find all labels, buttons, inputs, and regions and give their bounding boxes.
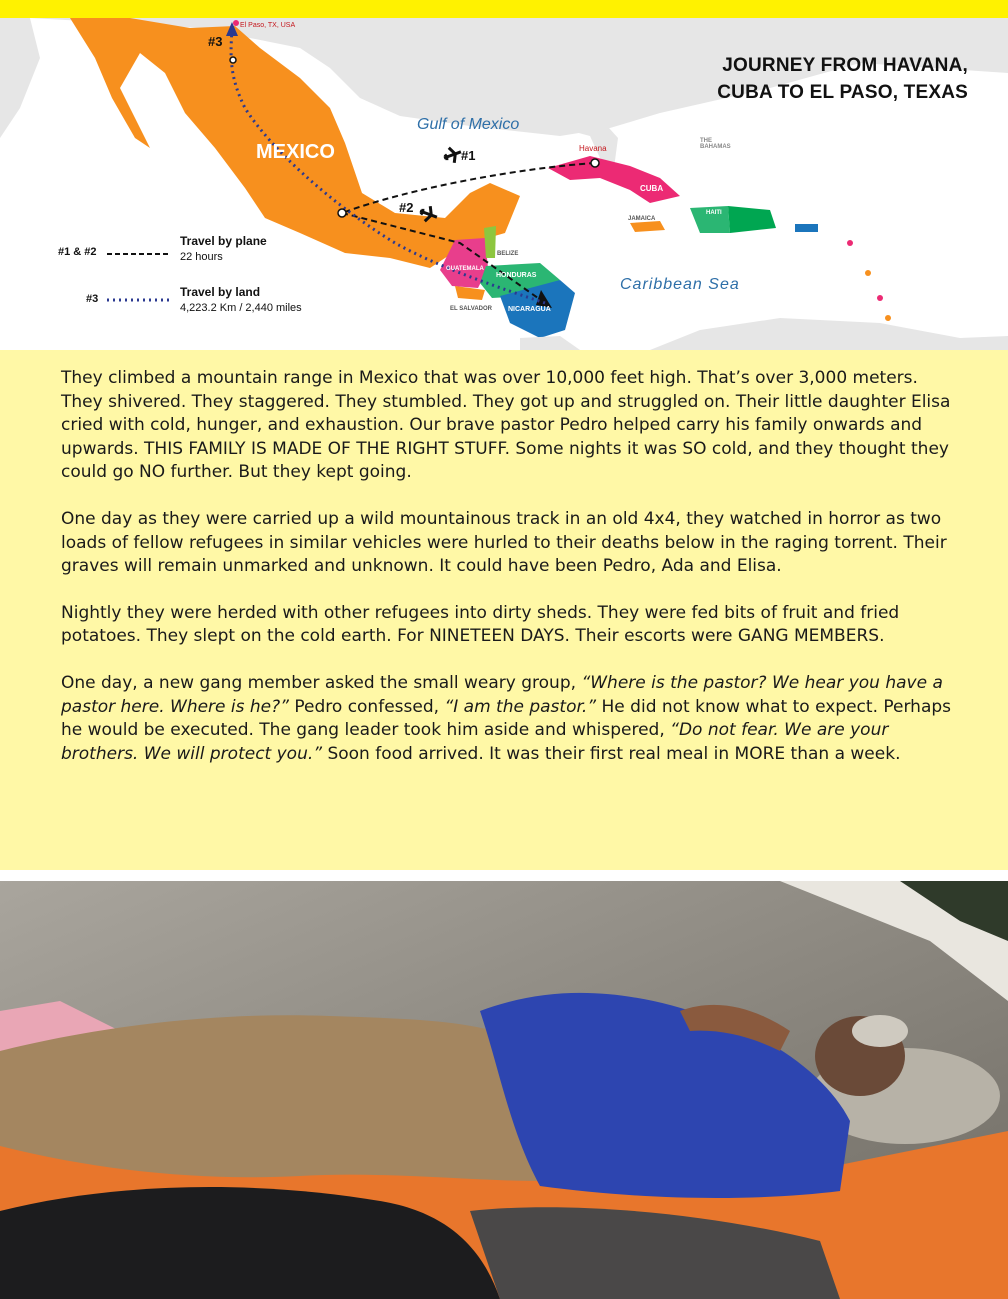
gulf-label: Gulf of Mexico xyxy=(417,116,520,133)
article-body xyxy=(61,367,956,789)
legend-land-key: #3 xyxy=(86,293,99,305)
island xyxy=(885,315,891,321)
paragraph-4 xyxy=(61,672,956,766)
legend-plane-detail: 22 hours xyxy=(180,251,223,263)
pacific-land xyxy=(0,18,40,138)
map-title-line-1: JOURNEY FROM HAVANA, xyxy=(722,55,968,76)
top-accent-bar xyxy=(0,0,1008,18)
dominican-land xyxy=(728,206,776,233)
paragraph-4-text: Soon food arrived. It was their first real meal in MORE than a week. xyxy=(322,743,901,764)
paragraph-4-text: He did not know what to expect. Perhaps he would be executed. The gang leader took him aside and whispered, xyxy=(61,696,952,741)
guatemala-label: GUATEMALA xyxy=(446,266,484,272)
photo-man-resting xyxy=(0,881,1008,1299)
el-paso-label: El Paso, TX, USA xyxy=(240,22,296,29)
route-3-marker: #3 xyxy=(208,34,223,49)
journey-map xyxy=(0,18,1008,350)
belize-label: BELIZE xyxy=(497,251,519,257)
el-salvador-land xyxy=(455,286,485,300)
mexico-label: MEXICO xyxy=(256,141,335,163)
paragraph-1: They climbed a mountain range in Mexico that was over 10,000 feet high. That’s over 3,000 meters. They shivered. They staggered. They stumbled. They got up and struggled on. Their little daughter Elisa cried with cold, hunger, and exhaustion. Our brave pastor Pedro helped carry his family onwards and upwards. THIS FAMILY IS MADE OF THE RIGHT STUFF. Some nights it was SO cold, and they thought they could go NO further. But they kept going. xyxy=(61,368,951,483)
haiti-label: HAITI xyxy=(706,210,722,216)
paragraph-4-text: Pedro confessed, xyxy=(288,696,445,717)
quote-gang-leader: “Do not fear. We are your brothers. We will protect you.” xyxy=(61,720,889,764)
island xyxy=(877,295,883,301)
quote-pedro: “I am the pastor.” xyxy=(444,696,597,717)
route-1-marker: #1 xyxy=(461,148,476,163)
puerto-rico-land xyxy=(795,224,818,232)
jamaica-land xyxy=(630,221,665,232)
photo-illustration xyxy=(0,881,1008,1299)
paragraph-4-text: One day, a new gang member asked the small weary group, xyxy=(61,672,582,693)
cuba-land xyxy=(548,156,680,203)
caribbean-label: Caribbean Sea xyxy=(620,276,740,293)
el-paso-point xyxy=(233,20,239,26)
bahamas-label: THE BAHAMAS xyxy=(700,138,731,150)
honduras-label: HONDURAS xyxy=(496,272,537,279)
havana-point xyxy=(591,159,599,167)
legend-plane-title: Travel by plane xyxy=(180,234,267,248)
paragraph-2: One day as they were carried up a wild mountainous track in an old 4x4, they watched in horror as two loads of fellow refugees in similar vehicles were hurled to their deaths below in the raging torrent. Their graves will remain unmarked and unknown. It could have been Pedro, Ada and Elisa. xyxy=(61,508,947,577)
havana-label: Havana xyxy=(579,144,607,153)
city-point xyxy=(230,57,236,63)
paragraph-3: Nightly they were herded with other refugees into dirty sheds. They were fed bits of fruit and fried potatoes. They slept on the cold earth. For NINETEEN DAYS. Their escorts were GANG MEMBERS. xyxy=(61,602,900,647)
nicaragua-label: NICARAGUA xyxy=(508,306,551,313)
map-title-line-2: CUBA TO EL PASO, TEXAS xyxy=(717,82,968,103)
legend-plane-key: #1 & #2 xyxy=(58,246,97,258)
legend-land-title: Travel by land xyxy=(180,285,261,299)
island xyxy=(847,240,853,246)
costa-rica-land xyxy=(520,336,580,350)
map-title xyxy=(700,52,968,106)
jamaica-label: JAMAICA xyxy=(628,216,656,222)
route-2-marker: #2 xyxy=(399,200,414,215)
mexico-city-point xyxy=(338,209,346,217)
legend-land-detail: 4,223.2 Km / 2,440 miles xyxy=(180,302,302,314)
quote-gang-member: “Where is the pastor? We hear you have a pastor here. Where is he?” xyxy=(61,672,943,717)
island xyxy=(865,270,871,276)
belize-land xyxy=(484,226,496,258)
el-salvador-label: EL SALVADOR xyxy=(450,306,493,312)
south-america-land xyxy=(650,318,1008,350)
cuba-label: CUBA xyxy=(640,184,664,193)
